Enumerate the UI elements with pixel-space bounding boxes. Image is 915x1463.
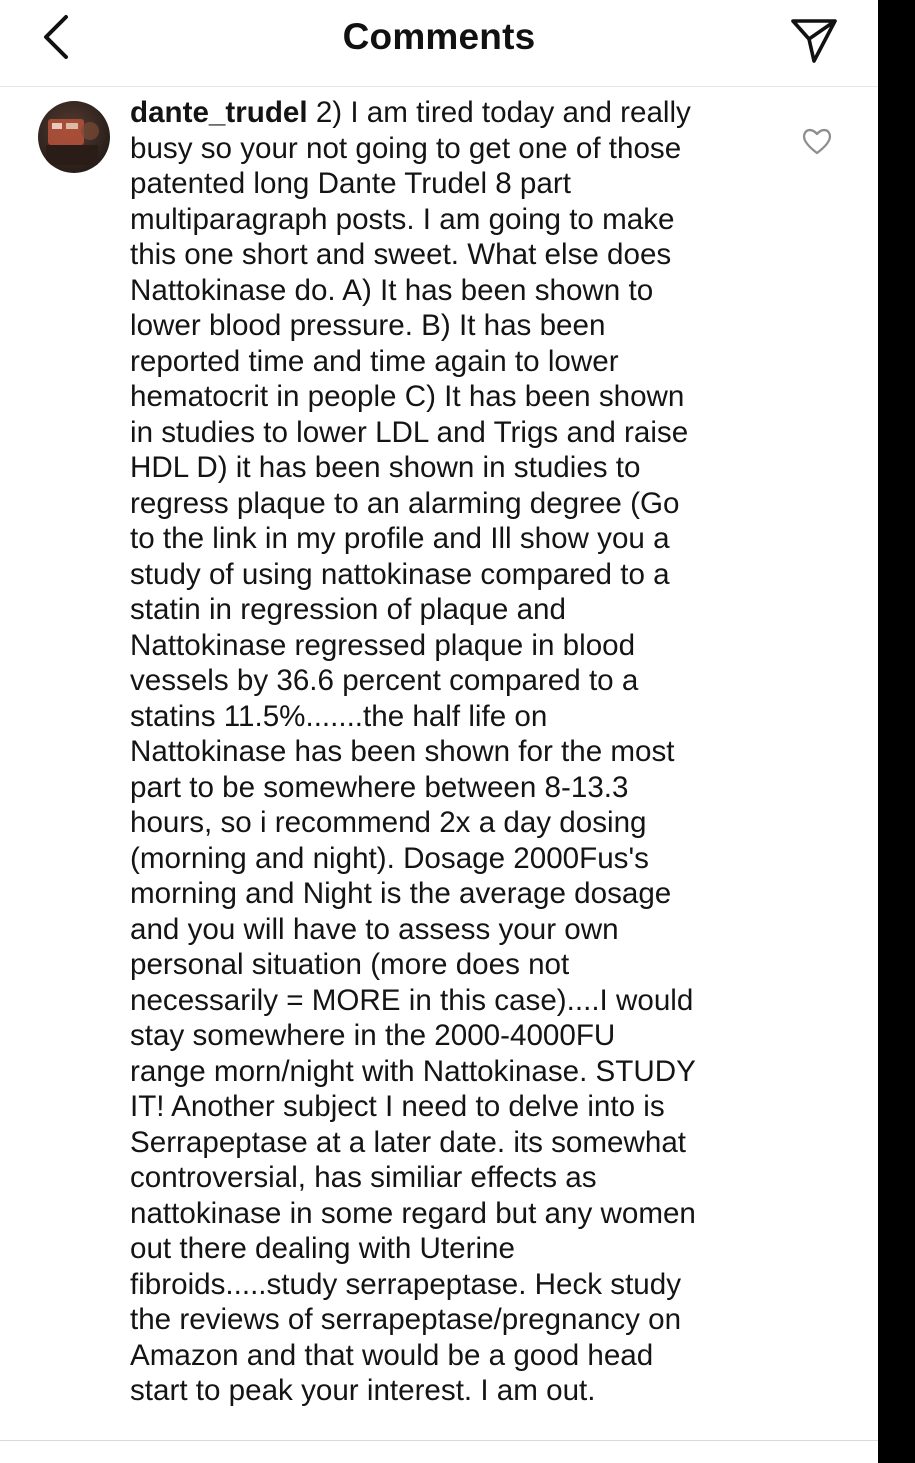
comment-line: hours, so i recommend 2x a day dosing — [130, 806, 647, 839]
comment-line: nattokinase in some regard but any women — [130, 1196, 696, 1230]
comment-line: necessarily = MORE in this case)....I would — [130, 983, 694, 1017]
comment-line: morning and Night is the average dosage — [130, 877, 672, 910]
comment-line: range morn/night with Nattokinase. STUDY — [130, 1054, 696, 1088]
avatar[interactable] — [38, 101, 110, 173]
divider — [0, 1440, 878, 1441]
comment-line: statins 11.5%.......the half life on — [130, 699, 548, 733]
like-button[interactable] — [801, 126, 833, 156]
comment-line: multiparagraph posts. I am going to make — [130, 202, 675, 236]
comment-line: this one short and sweet. What else does — [130, 238, 672, 271]
comment-line: patented long Dante Trudel 8 part — [130, 167, 571, 200]
comment-line: Nattokinase has been shown for the most — [130, 735, 675, 768]
comment-line: personal situation (more does not — [130, 948, 570, 981]
page-title: Comments — [342, 16, 536, 57]
comment-line: (morning and night). Dosage 2000Fus's — [130, 841, 649, 875]
comment-line: vessels by 36.6 percent compared to a — [130, 664, 639, 697]
comment-line: out there dealing with Uterine — [130, 1232, 515, 1265]
paper-plane-icon — [788, 14, 840, 66]
heart-outline-icon — [801, 126, 833, 156]
comment-line: to the link in my profile and Ill show you a — [130, 522, 670, 555]
comment-line: Serrapeptase at a later date. its somewhat — [130, 1125, 687, 1159]
comment-line: busy so your not going to get one of those — [130, 131, 682, 165]
comment-line: stay somewhere in the 2000-4000FU — [130, 1019, 616, 1052]
comment-text — [130, 95, 770, 1409]
comment-line: start to peak your interest. I am out. — [130, 1374, 596, 1407]
comment-line: lower blood pressure. B) It has been — [130, 309, 606, 342]
header-bar — [0, 0, 878, 87]
comment-line: Amazon and that would be a good head — [130, 1338, 654, 1372]
comment-line: reported time and time again to lower — [130, 344, 619, 378]
comment-line: regress plaque to an alarming degree (Go — [130, 486, 680, 520]
comment-username[interactable]: dante_trudel — [130, 96, 308, 129]
comment-line: statin in regression of plaque and — [130, 593, 566, 626]
comment-line: IT! Another subject I need to delve into is — [130, 1090, 665, 1123]
share-button[interactable] — [788, 14, 840, 66]
comment-line: the reviews of serrapeptase/pregnancy on — [130, 1303, 682, 1336]
comment-line: study of using nattokinase compared to a — [130, 557, 670, 591]
comment-line: fibroids.....study serrapeptase. Heck study — [130, 1267, 682, 1301]
comment-line: Nattokinase do. A) It has been shown to — [130, 273, 654, 307]
comment-line: Nattokinase regressed plaque in blood — [130, 628, 636, 662]
comment-line-first — [130, 95, 770, 131]
comment-line: and you will have to assess your own — [130, 912, 619, 946]
comment-line: part to be somewhere between 8-13.3 — [130, 770, 629, 804]
comment-line: 2) I am tired today and really — [307, 96, 691, 129]
comment-line: in studies to lower LDL and Trigs and raise — [130, 415, 689, 449]
comment-line: HDL D) it has been shown in studies to — [130, 451, 641, 484]
comment-line: controversial, has similiar effects as — [130, 1161, 597, 1194]
comment-line: hematocrit in people C) It has been shown — [130, 380, 685, 413]
avatar-photo — [38, 101, 110, 173]
